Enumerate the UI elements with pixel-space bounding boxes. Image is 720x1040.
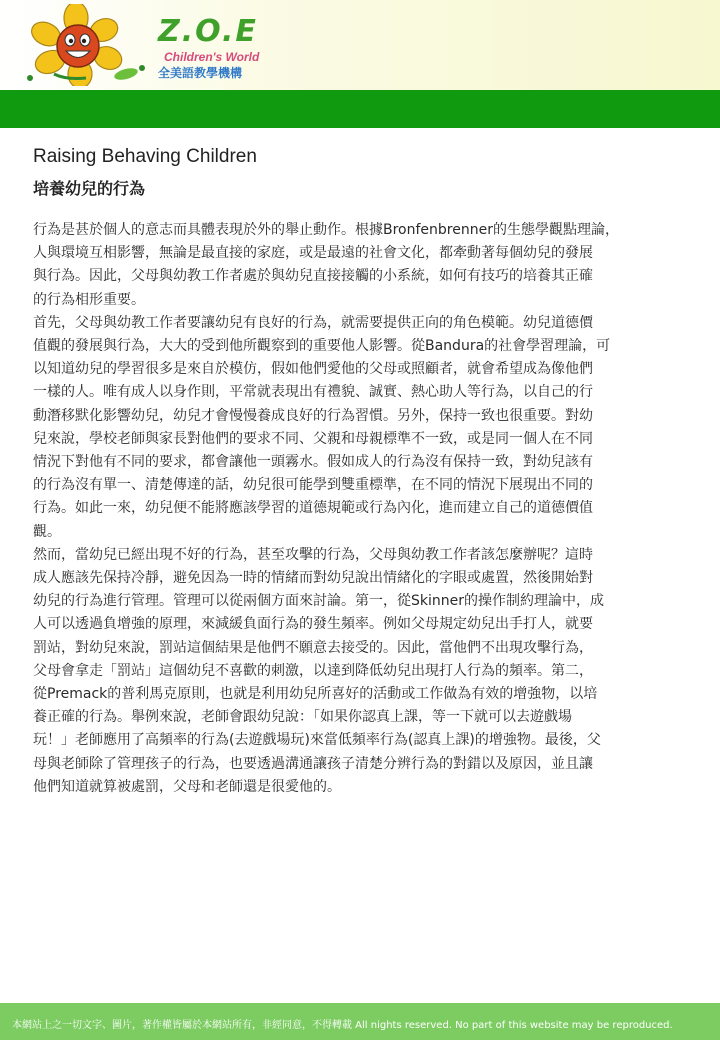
paragraph-line: 幼兒的行為進行管理。管理可以從兩個方面來討論。第一，從Skinner的操作制約理論中，成: [33, 593, 604, 610]
paragraph: [33, 312, 699, 544]
paragraph-line: 養正確的行為。舉例來說，老師會跟幼兒說：「如果你認真上課，等一下就可以去遊戲場: [33, 709, 572, 726]
paragraph-line: 行為是甚於個人的意志而具體表現於外的舉止動作。根據Bronfenbrenner的生態學觀點理論，: [33, 222, 619, 238]
paragraph-line: 的行為沒有單一、清楚傳達的話，幼兒很可能學到雙重標準，在不同的情況下展現出不同的: [33, 477, 593, 494]
paragraph-line: 他們知道就算被處罰，父母和老師還是很愛他的。: [33, 778, 341, 795]
paragraph-line: 情況下對他有不同的要求，都會讓他一頭霧水。假如成人的行為沒有保持一致，對幼兒該有: [33, 454, 593, 471]
paragraph-line: 動潛移默化影響幼兒，幼兒才會慢慢養成良好的行為習慣。另外，保持一致也很重要。對幼: [33, 407, 593, 424]
paragraph-line: 父母會拿走「罰站」這個幼兒不喜歡的刺激，以達到降低幼兒出現打人行為的頻率。第二，: [33, 662, 593, 679]
brand-tagline: Children's World: [164, 50, 260, 64]
header: [0, 0, 720, 90]
paragraph-line: 從Premack的普利馬克原則，也就是利用幼兒所喜好的活動或工作做為有效的增強物，以培: [33, 686, 598, 703]
article-title-en: Raising Behaving Children: [33, 146, 257, 167]
article-title-zh: 培養幼兒的行為: [33, 179, 146, 198]
paragraph-line: 以知道幼兒的學習很多是來自於模仿，假如他們愛他的父母或照顧者，就會希望成為像他們: [33, 361, 593, 378]
article: [33, 143, 699, 799]
paragraph-line: 成人應該先保持冷靜，避免因為一時的情緒而對幼兒說出情緒化的字眼或處置，然後開始對: [33, 570, 593, 587]
brand-chinese-name: 全美語教學機構: [158, 66, 243, 80]
nav-bar: [0, 90, 720, 128]
brand-name: Z.O.E: [158, 14, 258, 49]
paragraph-line: 的行為相形重要。: [33, 291, 145, 308]
paragraph-line: 觀。: [33, 523, 61, 540]
paragraph-line: 與行為。因此，父母與幼教工作者處於與幼兒直接接觸的小系統，如何有技巧的培養其正確: [33, 268, 593, 285]
paragraph-line: 一樣的人。唯有成人以身作則，平常就表現出有禮貌、誠實、熱心助人等行為，以自己的行: [33, 384, 593, 401]
paragraph: [33, 544, 699, 799]
paragraph-line: 值觀的發展與行為，大大的受到他所觀察到的重要他人影響。從Bandura的社會學習理論，可: [33, 338, 611, 355]
paragraph-line: 然而，當幼兒已經出現不好的行為，甚至攻擊的行為，父母與幼教工作者該怎麼辦呢？這時: [33, 546, 593, 563]
paragraph: [33, 219, 699, 312]
zoe-logo[interactable]: [26, 4, 260, 86]
paragraph-line: 行為。如此一來，幼兒便不能將應該學習的道德規範或行為內化，進而建立自己的道德價值: [33, 500, 593, 517]
paragraph-line: 人可以透過負增強的原理，來減緩負面行為的發生頻率。例如父母規定幼兒出手打人，就要: [33, 616, 593, 633]
article-body: [33, 219, 699, 799]
footer: [0, 1003, 720, 1040]
paragraph-line: 罰站，對幼兒來說，罰站這個結果是他們不願意去接受的。因此，當他們不出現攻擊行為，: [33, 639, 593, 656]
paragraph-line: 人與環境互相影響，無論是最直接的家庭，或是最遠的社會文化，都牽動著每個幼兒的發展: [33, 245, 593, 262]
paragraph-line: 首先，父母與幼教工作者要讓幼兒有良好的行為，就需要提供正向的角色模範。幼兒道德價: [33, 314, 593, 331]
paragraph-line: 兒來說，學校老師與家長對他們的要求不同、父親和母親標準不一致，或是同一個人在不同: [33, 430, 593, 447]
copyright-notice: 本網站上之一切文字、圖片，著作權皆屬於本網站所有，非經同意，不得轉載 All nights reserved. No part of this website may be reproduced.: [12, 1020, 673, 1031]
paragraph-line: 玩！」老師應用了高頻率的行為(去遊戲場玩)來當低頻率行為(認真上課)的增強物。最後，父: [33, 732, 601, 749]
paragraph-line: 母與老師除了管理孩子的行為，也要透過溝通讓孩子清楚分辨行為的對錯以及原因，並且讓: [33, 755, 593, 772]
